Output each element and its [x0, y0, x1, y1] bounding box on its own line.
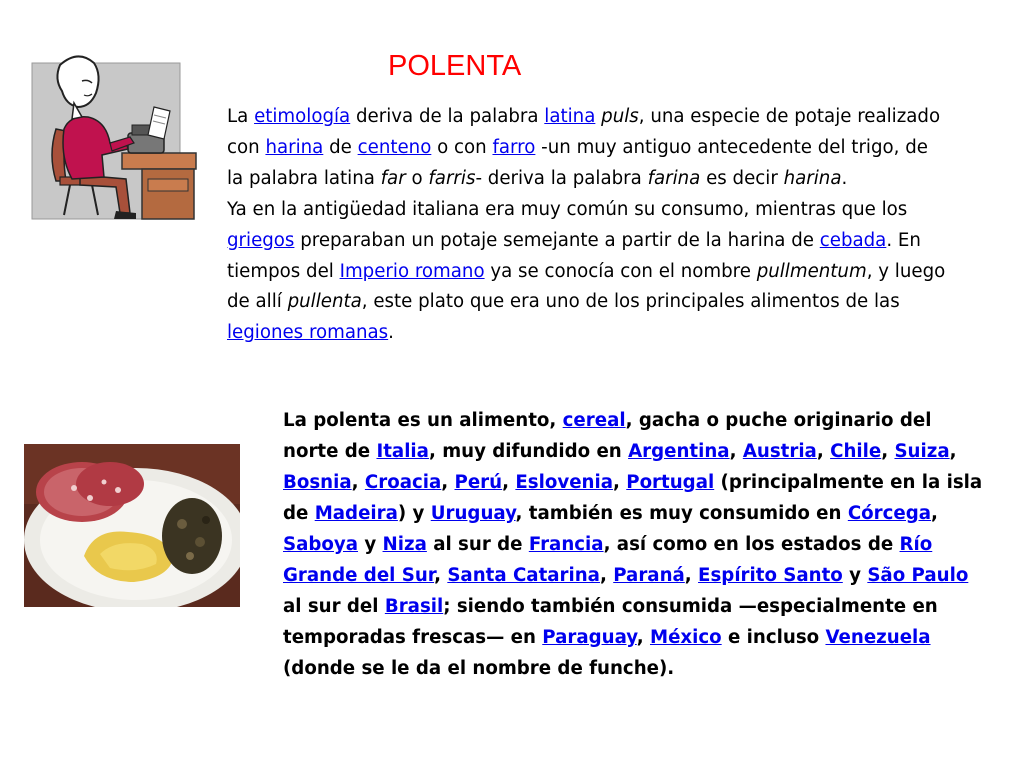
link-etimologia[interactable]: etimología — [254, 106, 351, 127]
link-peru[interactable]: Perú — [454, 472, 503, 493]
link-farro[interactable]: farro — [492, 136, 536, 158]
description-paragraph: La polenta es un alimento, cereal, gacha o puche originario del norte de Italia, muy difundido en Argentina, Austria, Chile, Suiza, Bosnia, Croacia, Perú, Eslovenia, Portugal (principalmente en la isla de Madeira) y Uruguay, también es muy consumido en Córcega, Saboya y Niza al sur de Francia, así como en los estados de Río Grande del Sur, Santa Catarina, Paraná, Espírito Santo y São Paulo al sur del Brasil; siendo también consumida —especialmente en temporadas frescas— en Paraguay, México e incluso Venezuela (donde se le da el nombre de funche). — [283, 410, 983, 679]
link-rio-grande-del-sur[interactable]: Río Grande del Sur — [283, 534, 933, 586]
link-cereal[interactable]: cereal — [562, 410, 626, 431]
link-madeira[interactable]: Madeira — [314, 503, 398, 524]
etymology-paragraph: La etimología deriva de la palabra latina puls, una especie de potaje realizado con harina de centeno o con farro -un muy antiguo antecedente del trigo, de la palabra latina far o farris- deriva la palabra farina es decir harina. Ya en la antigüedad italiana era muy común su consumo, mientras que los griegos preparaban un potaje semejante a partir de la harina de cebada. En tiempos del Imperio romano ya se conocía con el nombre pullmentum, y luego de allí pullenta, este plato que era uno de los principales alimentos de las legiones romanas. — [227, 106, 946, 344]
link-niza[interactable]: Niza — [382, 534, 427, 555]
link-italia[interactable]: Italia — [376, 441, 429, 462]
link-mexico[interactable]: México — [649, 627, 722, 648]
link-santa-catarina[interactable]: Santa Catarina — [447, 565, 600, 586]
link-latina[interactable]: latina — [544, 106, 596, 127]
link-chile[interactable]: Chile — [830, 441, 882, 462]
link-uruguay[interactable]: Uruguay — [430, 503, 516, 524]
link-espirito-santo[interactable]: Espírito Santo — [698, 565, 843, 586]
link-corcega[interactable]: Córcega — [847, 503, 932, 524]
link-venezuela[interactable]: Venezuela — [825, 627, 931, 648]
link-francia[interactable]: Francia — [528, 534, 604, 555]
link-portugal[interactable]: Portugal — [626, 472, 715, 493]
link-griegos[interactable]: griegos — [227, 229, 295, 251]
link-suiza[interactable]: Suiza — [894, 441, 950, 462]
link-paraguay[interactable]: Paraguay — [542, 627, 637, 648]
link-saboya[interactable]: Saboya — [283, 534, 359, 555]
link-eslovenia[interactable]: Eslovenia — [515, 472, 613, 493]
page-title: POLENTA — [388, 50, 522, 82]
link-cebada[interactable]: cebada — [819, 229, 887, 251]
link-harina[interactable]: harina — [265, 136, 324, 158]
link-argentina[interactable]: Argentina — [628, 441, 730, 462]
link-imperio-romano[interactable]: Imperio romano — [339, 260, 485, 282]
link-bosnia[interactable]: Bosnia — [283, 472, 352, 493]
link-brasil[interactable]: Brasil — [384, 596, 444, 617]
link-parana[interactable]: Paraná — [613, 565, 685, 586]
link-croacia[interactable]: Croacia — [364, 472, 442, 493]
link-austria[interactable]: Austria — [742, 441, 817, 462]
link-sao-paulo[interactable]: São Paulo — [867, 565, 969, 586]
typist-clipart-icon — [30, 45, 200, 223]
link-legiones-romanas[interactable]: legiones romanas — [227, 322, 389, 344]
link-centeno[interactable]: centeno — [357, 136, 432, 158]
polenta-plate-image — [24, 444, 240, 607]
